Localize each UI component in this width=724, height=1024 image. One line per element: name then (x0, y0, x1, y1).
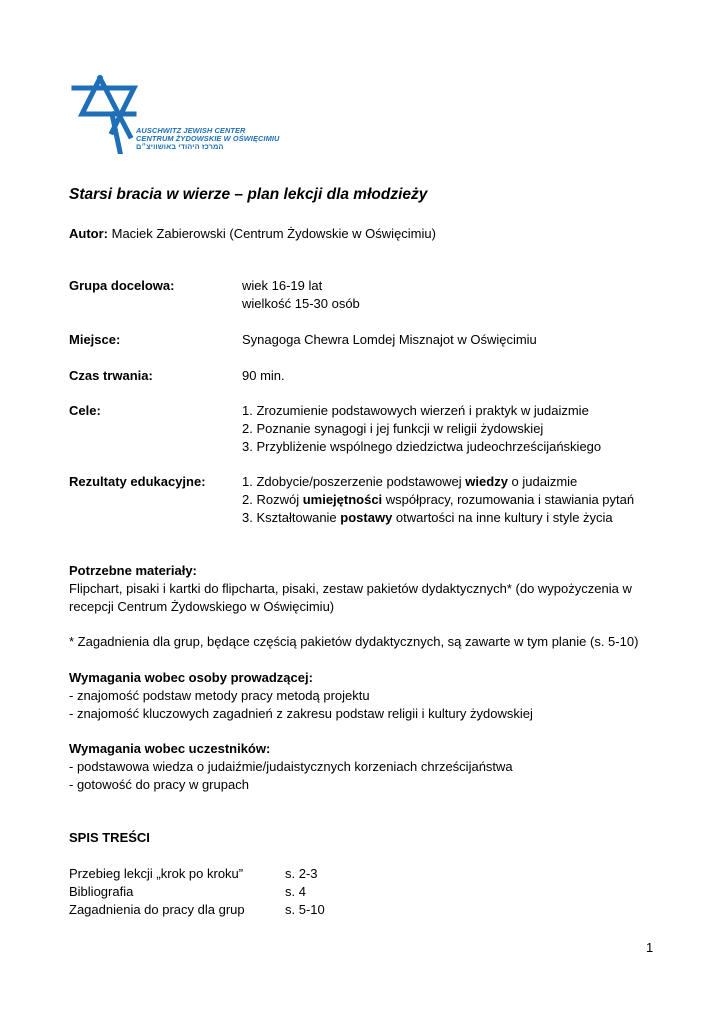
author-line (69, 225, 436, 243)
goal-item-1: 1. Zrozumienie podstawowych wierzeń i praktyk w judaizmie (242, 403, 589, 418)
toc-item-3-label: Zagadnienia do pracy dla grup (69, 902, 245, 917)
toc-item-2-label: Bibliografia (69, 884, 134, 899)
group-label: Grupa docelowa: (69, 278, 175, 293)
outcome-1-bold: wiedzy (465, 474, 508, 489)
leader-req-heading: Wymagania wobec osoby prowadzącej: (69, 670, 313, 685)
logo-text-line2: CENTRUM ŻYDOWSKIE W OŚWIĘCIMIU (136, 134, 280, 143)
place-label: Miejsce: (69, 332, 121, 347)
star-of-david-logo-icon (70, 74, 140, 154)
toc-heading: SPIS TREŚCI (69, 830, 150, 845)
outcome-2-text: 2. Rozwój (242, 492, 303, 507)
outcomes-label: Rezultaty edukacyjne: (69, 474, 206, 489)
toc-item-1-label: Przebieg lekcji „krok po kroku” (69, 866, 244, 881)
goals-label: Cele: (69, 403, 101, 418)
group-value-2: wielkość 15-30 osób (242, 296, 360, 311)
toc-item-3-page: s. 5-10 (285, 902, 325, 917)
outcome-1-text-end: o judaizmie (507, 474, 578, 489)
student-req-line-2: - gotowość do pracy w grupach (69, 777, 249, 792)
logo-text-line3: המרכז היהודי באושוויצ״ם (136, 142, 224, 151)
duration-label: Czas trwania: (69, 368, 153, 383)
duration-value: 90 min. (242, 368, 285, 383)
author-label: Autor: (69, 226, 108, 241)
materials-line-2: recepcji Centrum Żydowskiego w Oświęcimiu) (69, 599, 335, 614)
outcome-3-text: 3. Kształtowanie (242, 510, 341, 525)
outcome-1-text: 1. Zdobycie/poszerzenie podstawowej (242, 474, 466, 489)
leader-req-line-1: - znajomość podstaw metody pracy metodą projektu (69, 688, 370, 703)
group-value-1: wiek 16-19 lat (242, 278, 323, 293)
student-req-line-1: - podstawowa wiedza o judaiźmie/judaistycznych korzeniach chrześcijaństwa (69, 759, 513, 774)
logo-text-line1: AUSCHWITZ JEWISH CENTER (136, 126, 246, 135)
outcome-item-3 (242, 509, 613, 527)
leader-req-line-2: - znajomość kluczowych zagadnień z zakresu podstaw religii i kultury żydowskiej (69, 706, 533, 721)
outcome-item-1 (242, 473, 577, 491)
toc-item-1-page: s. 2-3 (285, 866, 318, 881)
toc-item-2-page: s. 4 (285, 884, 306, 899)
materials-note: * Zagadnienia dla grup, będące częścią pakietów dydaktycznych, są zawarte w tym planie (s. 5-10) (69, 634, 639, 649)
place-value: Synagoga Chewra Lomdej Misznajot w Oświęcimiu (242, 332, 537, 347)
goal-item-2: 2. Poznanie synagogi i jej funkcji w religii żydowskiej (242, 421, 544, 436)
outcome-2-text-end: współpracy, rozumowania i stawiania pytań (382, 492, 635, 507)
outcome-3-bold: postawy (340, 510, 393, 525)
document-title: Starsi bracia w wierze – plan lekcji dla młodzieży (69, 186, 428, 203)
student-req-heading: Wymagania wobec uczestników: (69, 741, 271, 756)
materials-line-1: Flipchart, pisaki i kartki do flipcharta, pisaki, zestaw pakietów dydaktycznych* (do wypożyczenia w (69, 581, 632, 596)
page-number: 1 (646, 940, 654, 955)
goal-item-3: 3. Przybliżenie wspólnego dziedzictwa judeochrześcijańskiego (242, 439, 602, 454)
materials-heading: Potrzebne materiały: (69, 563, 197, 578)
outcome-3-text-end: otwartości na inne kultury i style życia (392, 510, 613, 525)
author-value: Maciek Zabierowski (Centrum Żydowskie w Oświęcimiu) (108, 226, 436, 241)
outcome-2-bold: umiejętności (302, 492, 383, 507)
outcome-item-2 (242, 491, 634, 509)
